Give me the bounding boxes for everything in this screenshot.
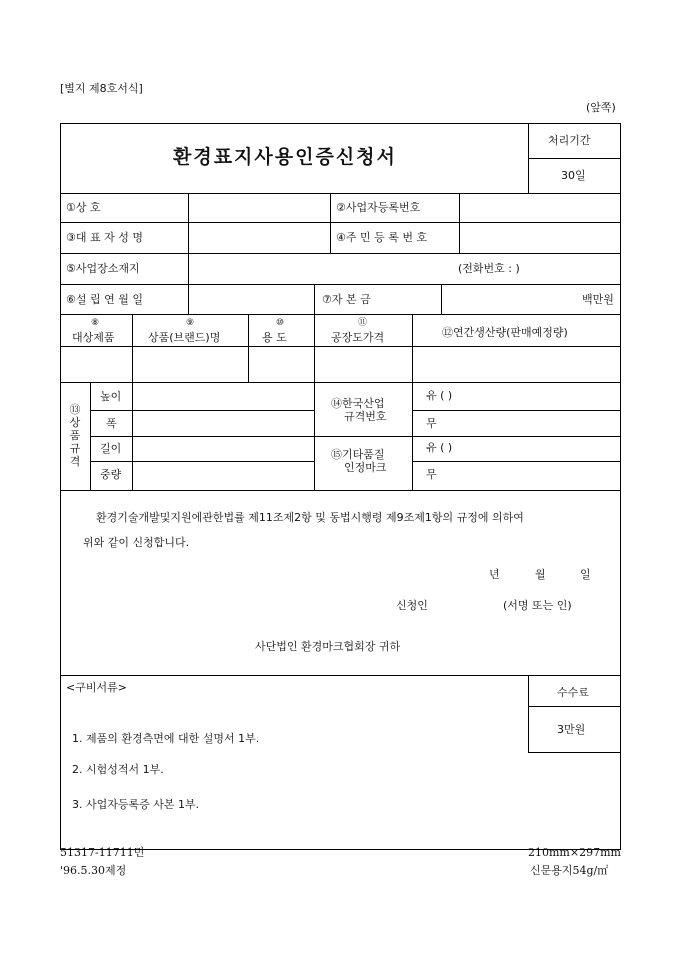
circle-8: ⑧: [91, 318, 100, 328]
footer-size: 210mm×297mm: [528, 846, 621, 859]
trade-name-label: ①상 호: [66, 201, 101, 214]
ks-no: 무: [426, 417, 437, 430]
date-day: 일: [580, 568, 591, 581]
capital-label: ⑦자 본 금: [322, 293, 371, 306]
doc-item-1: 1. 제품의 환경측면에 대한 설명서 1부.: [72, 732, 260, 745]
establishment-date-label: ⑥설 립 연 월 일: [66, 293, 143, 306]
fee-label: 수수료: [557, 686, 589, 699]
footer-date: '96.5.30제정: [60, 864, 127, 877]
other-yes: 유 ( ): [426, 441, 453, 454]
address-label: ⑤사업장소재지: [66, 262, 140, 275]
recipient-label: 사단법인 환경마크협회장 귀하: [255, 640, 401, 653]
applicant-label: 신청인: [396, 599, 428, 612]
doc-item-3: 3. 사업자등록증 사본 1부.: [72, 798, 200, 811]
capital-unit: 백만원: [582, 293, 614, 306]
circle-9: ⑨: [186, 318, 195, 328]
usage-label: 용 도: [262, 331, 287, 344]
form-number: [별지 제8호서식]: [60, 82, 143, 95]
other-no: 무: [426, 468, 437, 481]
target-product-label: 대상제품: [72, 331, 115, 344]
phone-label: (전화번호 : ): [458, 262, 520, 275]
fee-value: 3만원: [557, 723, 586, 736]
date-year: 년: [489, 568, 500, 581]
form-title: 환경표지사용인증신청서: [173, 146, 397, 168]
ks-label-line1: ⑭한국산업: [331, 397, 385, 410]
doc-item-2: 2. 시험성적서 1부.: [72, 763, 164, 776]
ks-yes: 유 ( ): [426, 389, 453, 402]
signature-label: (서명 또는 인): [503, 599, 572, 612]
factory-price-label: 공장도가격: [331, 331, 385, 344]
product-spec-label: ⑬상품규격: [69, 403, 81, 468]
biz-reg-no-label: ②사업자등록번호: [336, 201, 421, 214]
other-mark-line2: 인정마크: [344, 461, 387, 474]
side-label: (앞쪽): [586, 101, 616, 114]
processing-period-label: 처리기간: [548, 134, 591, 147]
weight-label: 중량: [100, 468, 122, 481]
required-docs-header: <구비서류>: [66, 681, 127, 694]
circle-11: ⑪: [358, 318, 368, 328]
other-mark-line1: ⑮기타품질: [331, 448, 385, 461]
length-label: 길이: [100, 442, 122, 455]
annual-production-label: ⑫연간생산량(판매예정량): [442, 326, 568, 339]
circle-10: ⑩: [276, 318, 285, 328]
statement-line1: 환경기술개발및지원에관한법률 제11조제2항 및 동법시행령 제9조제1항의 규정에 의하여: [96, 511, 524, 524]
width-label: 폭: [106, 417, 117, 430]
processing-period-value: 30일: [561, 169, 586, 182]
resident-no-label: ④주 민 등 록 번 호: [336, 231, 428, 244]
footer-paper: 신문용지54g/㎡: [530, 864, 609, 877]
footer-code: 51317-11711민: [60, 846, 145, 859]
date-month: 월: [535, 568, 546, 581]
height-label: 높이: [100, 390, 122, 403]
statement-line2: 위와 같이 신청합니다.: [83, 536, 190, 549]
brand-name-label: 상품(브랜드)명: [148, 331, 221, 344]
representative-label: ③대 표 자 성 명: [66, 231, 143, 244]
ks-label-line2: 규격번호: [344, 410, 387, 423]
